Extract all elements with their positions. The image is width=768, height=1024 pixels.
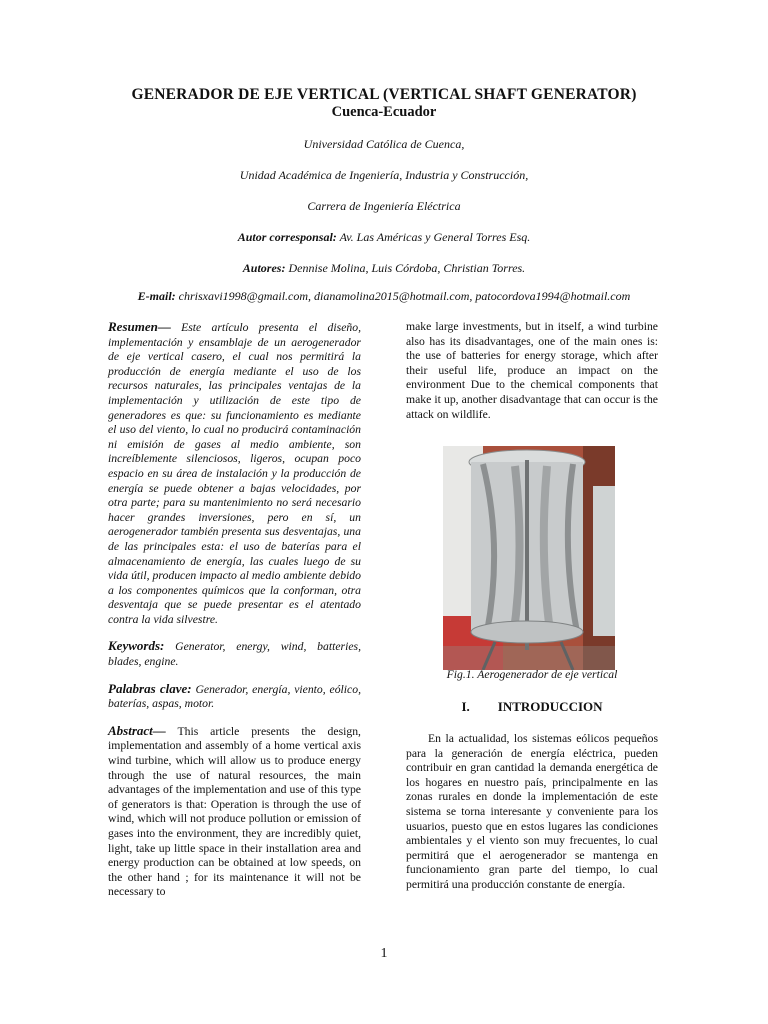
section-title: INTRODUCCION bbox=[497, 699, 603, 714]
section-heading bbox=[406, 699, 658, 715]
email-label: E-mail: bbox=[137, 289, 176, 303]
resumen-paragraph bbox=[108, 320, 361, 627]
correspondent-label: Autor corresponsal: bbox=[237, 230, 337, 244]
paper-title: GENERADOR DE EJE VERTICAL (VERTICAL SHAFT GENERATOR) bbox=[131, 86, 637, 103]
authors-line bbox=[0, 261, 768, 276]
palabras-clave-text: Generador, energía, viento, eólico, baterías, aspas, motor. bbox=[108, 682, 362, 711]
palabras-clave-label: Palabras clave: bbox=[108, 680, 192, 696]
correspondent-address: Av. Las Américas y General Torres Esq. bbox=[339, 230, 531, 244]
section-number: I. bbox=[461, 699, 470, 714]
keywords-paragraph bbox=[108, 639, 361, 669]
abstract-label: Abstract— bbox=[108, 722, 166, 738]
figure-caption: Fig.1. Aerogenerador de eje vertical bbox=[446, 668, 618, 681]
university-line: Universidad Católica de Cuenca, bbox=[303, 137, 465, 151]
email-addresses: chrisxavi1998@gmail.com, dianamolina2015@hotmail.com, patocordova1994@hotmail.com bbox=[178, 289, 631, 303]
career-line: Carrera de Ingeniería Eléctrica bbox=[307, 199, 461, 213]
authors-label: Autores: bbox=[242, 261, 286, 275]
wind-turbine-illustration bbox=[443, 446, 615, 670]
academic-unit-line: Unidad Académica de Ingeniería, Industria y Construcción, bbox=[239, 168, 529, 182]
paper-subtitle: Cuenca-Ecuador bbox=[331, 104, 437, 120]
resumen-label: Resumen— bbox=[108, 319, 171, 334]
left-column bbox=[108, 320, 361, 900]
email-line bbox=[0, 289, 768, 304]
wind-turbine-photo bbox=[443, 446, 615, 670]
introduction-section bbox=[406, 732, 658, 893]
keywords-label: Keywords: bbox=[108, 638, 165, 654]
keywords-text: Generator, energy, wind, batteries, blades, engine. bbox=[108, 640, 362, 669]
abstract-paragraph bbox=[108, 724, 361, 900]
introduction-paragraph: En la actualidad, los sistemas eólicos pequeños para la generación de energía eléctrica, pueden contribuir en gran cantidad la demanda energética de los hogares en nuestro país, principalmente en las zonas rurales en donde la implementación de este sistema se torna interesante y conveniente para los usuarios, puesto que en estos lugares las condiciones ambientales y el viento son muy frecuentes, lo cual permitirá que el aerogenerador se mantenga en funcionamiento gran parte del tiempo, lo cual permitirá una producción constante de energía. bbox=[406, 732, 658, 891]
abstract-continued: make large investments, but in itself, a wind turbine also has its disadvantages, one of the main ones is: the use of batteries for energy storage, which after their useful life, produce an impact on the environment Due to the chemical components that make it up, another disadvantage that can occur is the attack on wildlife. bbox=[406, 320, 658, 421]
palabras-clave-paragraph bbox=[108, 682, 361, 712]
resumen-text: Este artículo presenta el diseño, implementación y ensamblaje de un aerogenerador de eje vertical casero, el cual nos permitirá la producción de energía mediante el uso de los recursos naturales, las principales ventajas de la implementación y utilización de este tipo de generadores es que: su funcionamiento es mediante el uso del viento, lo cual no producirá contaminación ni emisión de gases al medio ambiente, son increíblemente silenciosos, ligeros, ocupan poco espacio en su área de instalación y la producción de energía se puede obtener a bajas velocidades, por otra parte; para su mantenimiento no será necesario hacer grandes inversiones, pero en sí, un aerogenerador también presenta sus desventajas, una de las principales esta: el uso de baterías para el almacenamiento de energía, las cuales luego de su vida útil, producen impacto al medio ambiente debido a los componentes químicos que la conforman, otra desventaja que se puede presentar es el atentado contra la vida silvestre. bbox=[108, 321, 361, 626]
correspondent-line bbox=[0, 230, 768, 245]
abstract-text: This article presents the design, implementation and assembly of a home vertical axis wind turbine, which will allow us to produce energy through the use of natural resources, the main advantages of the implementation and use of this type of generators is that: Operation is through the use of wind, which will not produce pollution or emission of gases into the environment, they are incredibly quiet, light, take up little space in their installation area and energy production can be obtained at low speeds, on the other hand ; for its maintenance it will not be necessary to bbox=[108, 724, 361, 899]
authors-names: Dennise Molina, Luis Córdoba, Christian Torres. bbox=[288, 261, 526, 275]
page-number: 1 bbox=[380, 946, 388, 961]
right-column-top bbox=[406, 320, 658, 422]
